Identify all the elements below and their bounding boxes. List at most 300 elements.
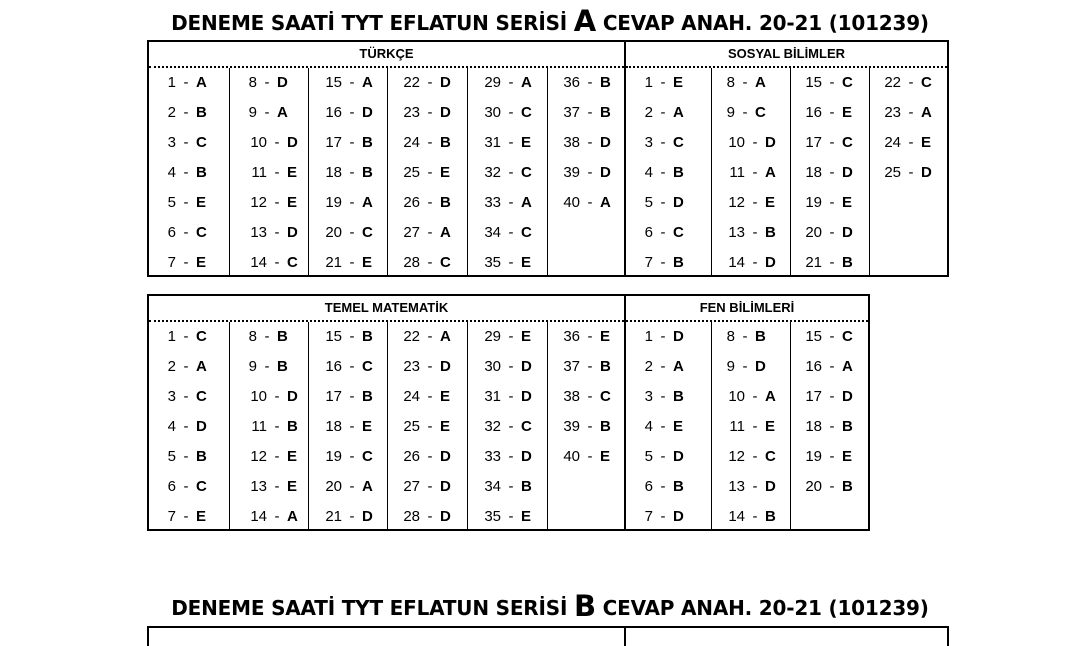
question-number: 21: [325, 254, 342, 271]
question-number: 33: [484, 448, 501, 465]
separator: -: [660, 328, 666, 345]
turkce-answer-cell: [468, 68, 547, 98]
answer-letter: E: [673, 74, 684, 91]
question-number: 1: [644, 328, 653, 345]
separator: -: [264, 74, 270, 91]
sosyal-answer-cell: [791, 98, 869, 128]
answer-letter: C: [521, 418, 532, 435]
answer-letter: A: [287, 508, 298, 525]
question-number: 17: [805, 388, 822, 405]
turkce-answer-cell: [388, 158, 467, 188]
answer-letter: E: [600, 448, 611, 465]
turkce-answer-cell: [309, 68, 387, 98]
question-number: 33: [484, 194, 501, 211]
separator: -: [660, 194, 666, 211]
question-number: 28: [403, 508, 420, 525]
answer-letter: D: [521, 358, 532, 375]
separator: -: [427, 448, 433, 465]
turkce-answer-cell: [388, 68, 467, 98]
answer-letter: D: [287, 134, 298, 151]
sosyal-answer-cell: [626, 188, 711, 218]
question-number: 11: [729, 164, 745, 181]
turkce-answer-cell: [149, 158, 229, 188]
question-number: 36: [563, 328, 580, 345]
sosyal-answer-cell: [870, 128, 947, 158]
answer-letter: E: [521, 254, 532, 271]
title-prefix: DENEME SAATİ TYT EFLATUN SERİSİ: [171, 596, 568, 620]
answer-letter: E: [521, 134, 532, 151]
sosyal-answer-cell: [791, 68, 869, 98]
separator: -: [349, 448, 355, 465]
separator: -: [349, 254, 355, 271]
question-number: 23: [403, 104, 420, 121]
question-number: 10: [250, 134, 267, 151]
question-number: 14: [250, 508, 267, 525]
fen-answer-cell: [712, 322, 790, 352]
question-number: 26: [403, 448, 420, 465]
question-number: 39: [563, 418, 580, 435]
question-number: 26: [403, 194, 420, 211]
answer-letter: D: [287, 224, 298, 241]
answer-letter: A: [196, 358, 207, 375]
matematik-answer-cell: [468, 352, 547, 382]
turkce-answer-cell: [468, 218, 547, 248]
answer-letter: D: [287, 388, 298, 405]
separator: -: [427, 418, 433, 435]
fen-answer-cell: [626, 502, 711, 532]
turkce-answer-cell: [230, 158, 308, 188]
question-number: 9: [726, 358, 735, 375]
matematik-answer-cell: [230, 322, 308, 352]
question-number: 35: [484, 508, 501, 525]
fen-answer-cell: [626, 412, 711, 442]
answer-letter: D: [440, 448, 451, 465]
separator: -: [660, 224, 666, 241]
separator: -: [752, 448, 758, 465]
answer-letter: C: [362, 448, 373, 465]
separator: -: [274, 224, 280, 241]
separator: -: [660, 388, 666, 405]
question-number: 10: [728, 134, 745, 151]
matematik-answer-cell: [548, 322, 624, 352]
matematik-answer-cell: [388, 472, 467, 502]
answer-letter: E: [673, 418, 684, 435]
question-number: 24: [403, 388, 420, 405]
answer-letter: B: [196, 104, 207, 121]
separator: -: [264, 104, 270, 121]
answer-letter: E: [440, 164, 451, 181]
answer-letter: D: [362, 508, 373, 525]
answer-letter: B: [600, 104, 611, 121]
sosyal-answer-cell: [870, 98, 947, 128]
question-number: 37: [563, 358, 580, 375]
question-number: 15: [325, 74, 342, 91]
separator: -: [349, 224, 355, 241]
fen-answer-cell: [712, 352, 790, 382]
separator: -: [587, 104, 593, 121]
matematik-answer-cell: [548, 352, 624, 382]
answer-letter: E: [440, 418, 451, 435]
question-number: 14: [728, 254, 745, 271]
separator: -: [183, 358, 189, 375]
separator: -: [752, 418, 758, 435]
answer-letter: E: [765, 418, 776, 435]
question-number: 2: [167, 104, 176, 121]
matematik-column: [149, 322, 229, 529]
matematik-answer-cell: [388, 442, 467, 472]
matematik-answer-cell: [149, 442, 229, 472]
separator: -: [183, 448, 189, 465]
answer-letter: D: [765, 254, 776, 271]
separator: -: [829, 388, 835, 405]
turkce-answer-cell: [468, 128, 547, 158]
answer-letter: B: [673, 478, 684, 495]
separator: -: [660, 104, 666, 121]
answer-letter: B: [196, 448, 207, 465]
sosyal-answer-cell: [626, 218, 711, 248]
answer-letter: C: [196, 328, 207, 345]
turkce-column: [387, 68, 467, 275]
matematik-answer-cell: [149, 412, 229, 442]
sosyal-column: [626, 68, 711, 275]
separator: -: [183, 104, 189, 121]
question-number: 2: [644, 104, 653, 121]
question-number: 40: [563, 448, 580, 465]
separator: -: [349, 388, 355, 405]
sosyal-column: [869, 68, 947, 275]
answer-letter: D: [842, 388, 853, 405]
matematik-answer-cell: [230, 442, 308, 472]
separator: -: [908, 164, 914, 181]
separator: -: [349, 328, 355, 345]
answer-letter: C: [521, 104, 532, 121]
matematik-answer-cell: [388, 322, 467, 352]
answer-letter: D: [755, 358, 766, 375]
question-number: 18: [805, 164, 822, 181]
question-number: 2: [167, 358, 176, 375]
fen-answer-cell: [626, 472, 711, 502]
turkce-answer-cell: [149, 248, 229, 278]
question-number: 37: [563, 104, 580, 121]
question-number: 7: [167, 254, 176, 271]
separator: -: [587, 358, 593, 375]
matematik-answer-cell: [309, 442, 387, 472]
answer-letter: B: [362, 388, 373, 405]
answer-letter: B: [196, 164, 207, 181]
matematik-answer-cell: [309, 352, 387, 382]
matematik-answer-cell: [468, 502, 547, 532]
sosyal-answer-cell: [712, 188, 790, 218]
answer-letter: C: [196, 388, 207, 405]
turkce-answer-cell: [388, 98, 467, 128]
turkce-answer-cell: [309, 248, 387, 278]
question-number: 7: [167, 508, 176, 525]
answer-letter: E: [287, 478, 298, 495]
answer-key-title-b: [0, 588, 1080, 622]
question-number: 20: [325, 478, 342, 495]
fen-answer-cell: [791, 412, 868, 442]
question-number: 25: [403, 164, 420, 181]
separator: -: [274, 134, 280, 151]
separator: -: [742, 358, 748, 375]
answer-letter: A: [521, 74, 532, 91]
turkce-answer-cell: [149, 98, 229, 128]
fen-answer-cell: [712, 412, 790, 442]
answer-letter: B: [600, 418, 611, 435]
answer-letter: A: [755, 74, 766, 91]
answer-letter: D: [842, 164, 853, 181]
answer-letter: C: [521, 164, 532, 181]
separator: -: [508, 478, 514, 495]
turkce-answer-cell: [149, 188, 229, 218]
turkce-answer-cell: [149, 128, 229, 158]
question-number: 5: [644, 194, 653, 211]
answer-letter: B: [521, 478, 532, 495]
answer-letter: C: [921, 74, 932, 91]
answer-letter: D: [600, 164, 611, 181]
sosyal-bilimler-section-b-partial: [624, 626, 949, 646]
matematik-answer-cell: [388, 412, 467, 442]
answer-letter: D: [765, 134, 776, 151]
matematik-column: [229, 322, 308, 529]
fen-column: [626, 322, 711, 529]
question-number: 8: [726, 74, 735, 91]
matematik-answer-cell: [149, 352, 229, 382]
question-number: 5: [167, 448, 176, 465]
separator: -: [508, 328, 514, 345]
series-letter: B: [573, 589, 596, 623]
separator: -: [660, 478, 666, 495]
answer-letter: D: [673, 508, 684, 525]
separator: -: [427, 134, 433, 151]
separator: -: [587, 388, 593, 405]
question-number: 13: [728, 478, 745, 495]
turkce-answer-cell: [149, 218, 229, 248]
question-number: 19: [325, 448, 342, 465]
separator: -: [183, 508, 189, 525]
question-number: 1: [644, 74, 653, 91]
question-number: 31: [484, 134, 501, 151]
answer-letter: B: [600, 358, 611, 375]
answer-letter: D: [440, 478, 451, 495]
turkce-answer-cell: [309, 188, 387, 218]
separator: -: [274, 478, 280, 495]
turkce-answer-cell: [388, 188, 467, 218]
answer-letter: E: [196, 194, 207, 211]
separator: -: [587, 164, 593, 181]
sosyal-answer-cell: [712, 98, 790, 128]
answer-letter: E: [362, 254, 373, 271]
separator: -: [660, 134, 666, 151]
separator: -: [587, 328, 593, 345]
answer-letter: C: [600, 388, 611, 405]
answer-letter: A: [673, 358, 684, 375]
separator: -: [829, 418, 835, 435]
question-number: 25: [884, 164, 901, 181]
question-number: 16: [325, 358, 342, 375]
fen-answer-cell: [791, 382, 868, 412]
separator: -: [427, 254, 433, 271]
separator: -: [660, 448, 666, 465]
matematik-answer-cell: [309, 472, 387, 502]
separator: -: [183, 164, 189, 181]
answer-letter: B: [362, 164, 373, 181]
turkce-answer-cell: [548, 188, 624, 218]
question-number: 7: [644, 508, 653, 525]
separator: -: [349, 508, 355, 525]
question-number: 1: [167, 328, 176, 345]
matematik-answer-cell: [548, 382, 624, 412]
matematik-answer-cell: [309, 502, 387, 532]
answer-letter: E: [842, 104, 853, 121]
answer-letter: B: [765, 224, 776, 241]
turkce-answer-cell: [388, 248, 467, 278]
question-number: 6: [644, 478, 653, 495]
sosyal-answer-cell: [626, 68, 711, 98]
matematik-answer-cell: [388, 352, 467, 382]
answer-letter: A: [362, 74, 373, 91]
sosyal-answer-cell: [791, 188, 869, 218]
answer-letter: B: [277, 328, 288, 345]
separator: -: [427, 478, 433, 495]
question-number: 23: [884, 104, 901, 121]
separator: -: [660, 358, 666, 375]
separator: -: [829, 104, 835, 121]
question-number: 38: [563, 388, 580, 405]
separator: -: [752, 164, 758, 181]
turkce-answer-cell: [309, 128, 387, 158]
question-number: 3: [644, 134, 653, 151]
question-number: 15: [325, 328, 342, 345]
separator: -: [183, 254, 189, 271]
question-number: 13: [250, 224, 267, 241]
answer-letter: E: [440, 388, 451, 405]
fen-column: [711, 322, 790, 529]
separator: -: [508, 104, 514, 121]
answer-letter: B: [440, 194, 451, 211]
answer-letter: E: [842, 194, 853, 211]
question-number: 6: [167, 224, 176, 241]
separator: -: [742, 104, 748, 121]
separator: -: [183, 478, 189, 495]
question-number: 24: [403, 134, 420, 151]
question-number: 11: [251, 164, 267, 181]
matematik-column: [547, 322, 624, 529]
answer-letter: B: [842, 418, 853, 435]
fen-answer-cell: [791, 472, 868, 502]
answer-letter: A: [277, 104, 288, 121]
turkce-header: TÜRKÇE: [149, 42, 624, 68]
separator: -: [427, 224, 433, 241]
turkce-answer-cell: [309, 158, 387, 188]
question-number: 11: [729, 418, 745, 435]
matematik-answer-cell: [230, 472, 308, 502]
separator: -: [508, 508, 514, 525]
matematik-answer-cell: [149, 322, 229, 352]
question-number: 25: [403, 418, 420, 435]
question-number: 21: [325, 508, 342, 525]
answer-letter: C: [755, 104, 766, 121]
answer-letter: D: [600, 134, 611, 151]
turkce-answer-cell: [388, 128, 467, 158]
question-number: 39: [563, 164, 580, 181]
answer-letter: A: [673, 104, 684, 121]
question-number: 4: [644, 164, 653, 181]
question-number: 7: [644, 254, 653, 271]
separator: -: [829, 254, 835, 271]
separator: -: [587, 194, 593, 211]
separator: -: [274, 448, 280, 465]
separator: -: [508, 388, 514, 405]
matematik-column: [387, 322, 467, 529]
question-number: 4: [644, 418, 653, 435]
answer-letter: D: [673, 448, 684, 465]
answer-letter: B: [362, 328, 373, 345]
answer-letter: C: [362, 224, 373, 241]
fen-answer-cell: [626, 322, 711, 352]
answer-letter: D: [673, 328, 684, 345]
question-number: 18: [805, 418, 822, 435]
fen-answer-cell: [626, 352, 711, 382]
separator: -: [508, 194, 514, 211]
matematik-answer-cell: [468, 412, 547, 442]
answer-letter: B: [673, 164, 684, 181]
sosyal-answer-cell: [870, 68, 947, 98]
question-number: 18: [325, 164, 342, 181]
turkce-column: [308, 68, 387, 275]
matematik-answer-cell: [468, 472, 547, 502]
separator: -: [427, 74, 433, 91]
question-number: 20: [325, 224, 342, 241]
answer-letter: C: [362, 358, 373, 375]
question-number: 4: [167, 418, 176, 435]
separator: -: [427, 508, 433, 525]
sosyal-answer-cell: [870, 158, 947, 188]
turkce-column: [547, 68, 624, 275]
answer-key-title-a: [0, 3, 1080, 37]
answer-letter: A: [600, 194, 611, 211]
matematik-answer-cell: [388, 502, 467, 532]
answer-letter: A: [765, 164, 776, 181]
question-number: 11: [251, 418, 267, 435]
answer-letter: C: [673, 224, 684, 241]
separator: -: [908, 104, 914, 121]
answer-letter: E: [521, 508, 532, 525]
separator: -: [349, 134, 355, 151]
answer-letter: A: [440, 328, 451, 345]
separator: -: [829, 328, 835, 345]
answer-letter: B: [765, 508, 776, 525]
question-number: 32: [484, 164, 501, 181]
matematik-answer-cell: [309, 382, 387, 412]
question-number: 19: [805, 448, 822, 465]
turkce-answer-cell: [230, 98, 308, 128]
question-number: 20: [805, 478, 822, 495]
fen-answer-cell: [712, 472, 790, 502]
question-number: 19: [805, 194, 822, 211]
matematik-answer-cell: [230, 412, 308, 442]
separator: -: [427, 194, 433, 211]
sosyal-answer-cell: [626, 128, 711, 158]
answer-letter: B: [277, 358, 288, 375]
turkce-answer-cell: [388, 218, 467, 248]
question-number: 21: [805, 254, 822, 271]
answer-letter: D: [277, 74, 288, 91]
question-number: 3: [167, 388, 176, 405]
question-number: 12: [250, 194, 267, 211]
separator: -: [660, 508, 666, 525]
question-number: 3: [167, 134, 176, 151]
